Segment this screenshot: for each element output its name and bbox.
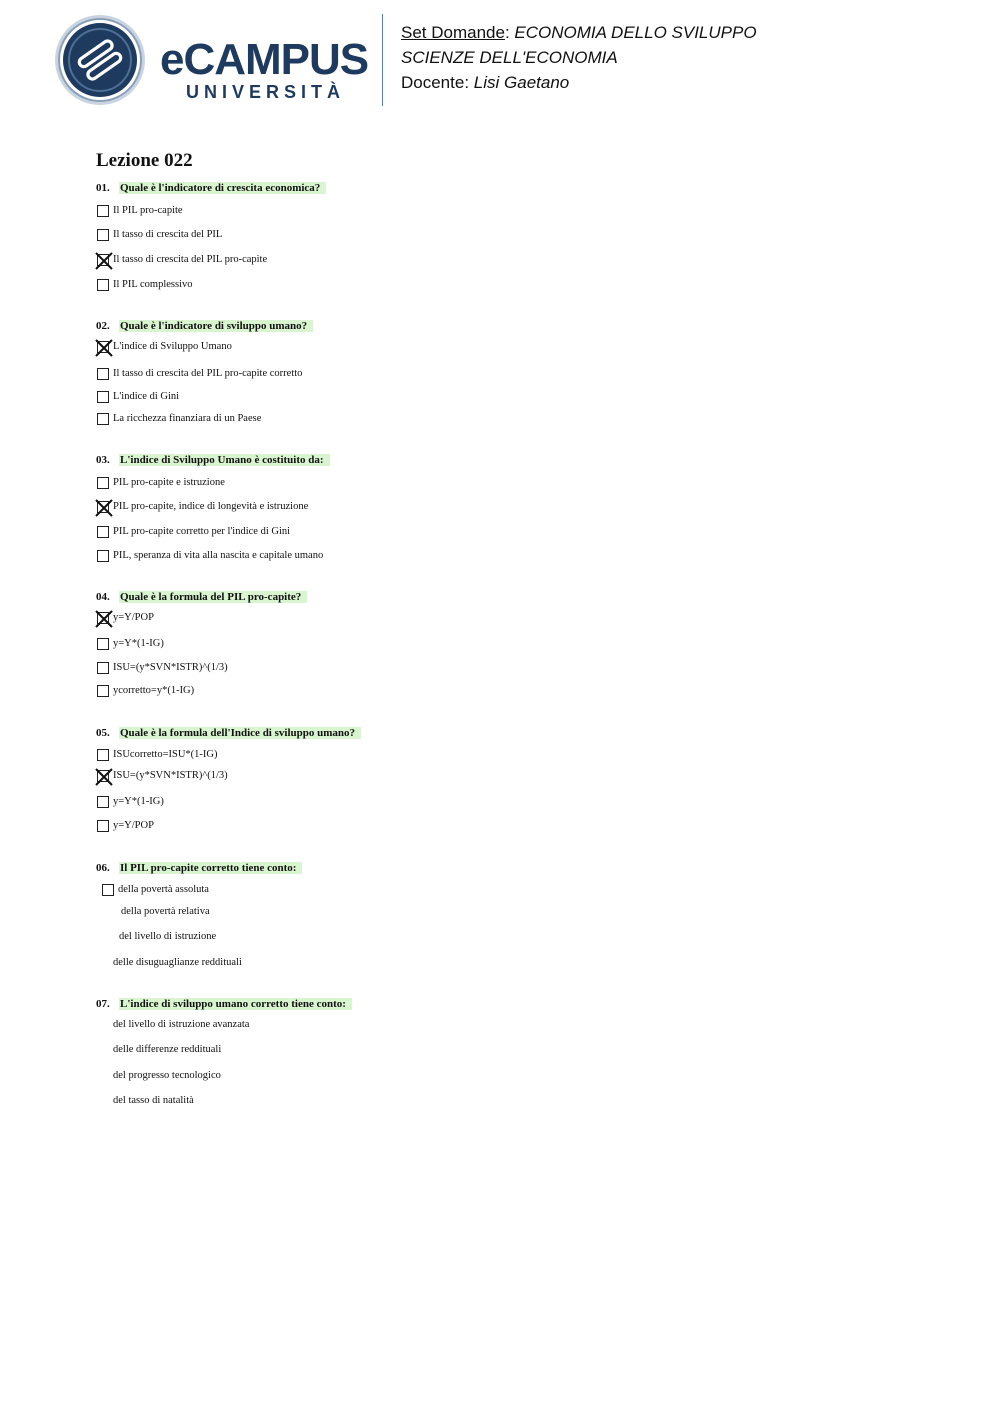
checkbox[interactable]: [97, 749, 109, 761]
answer-option-label[interactable]: ISU=(y*SVN*ISTR)^(1/3): [113, 770, 228, 781]
question-4: [96, 590, 307, 604]
answer-option-label[interactable]: ycorretto=y*(1-IG): [113, 685, 195, 696]
checkbox[interactable]: [97, 526, 109, 538]
set-domande-line: Set Domande: ECONOMIA DELLO SVILUPPO: [401, 23, 757, 42]
question-7: [96, 997, 352, 1011]
answer-option-label[interactable]: Il PIL pro-capite: [113, 205, 183, 216]
checkbox[interactable]: [97, 229, 109, 241]
answer-option-label[interactable]: PIL pro-capite, indice di longevità e istruzione: [113, 501, 309, 512]
answer-option-label[interactable]: ISUcorretto=ISU*(1-IG): [113, 749, 218, 760]
docente-line: [401, 70, 757, 95]
checkbox[interactable]: [102, 884, 114, 896]
answer-option-label: del progresso tecnologico: [113, 1070, 221, 1081]
answer-option-label: delle differenze reddituali: [113, 1044, 222, 1055]
lesson-title: Lezione 022: [96, 150, 193, 171]
checkbox[interactable]: [97, 820, 109, 832]
page-header: [0, 0, 1000, 120]
docente-name: Lisi Gaetano: [473, 73, 570, 92]
checked-checkbox[interactable]: [97, 341, 109, 353]
checkbox[interactable]: [97, 205, 109, 217]
checkbox[interactable]: [97, 662, 109, 674]
checked-checkbox[interactable]: [97, 501, 109, 513]
checked-checkbox[interactable]: [97, 254, 109, 266]
question-1: [96, 181, 326, 195]
answer-option-label[interactable]: y=Y*(1-IG): [113, 638, 164, 649]
question-3: [96, 453, 330, 467]
answer-option-label[interactable]: PIL, speranza di vita alla nascita e capitale umano: [113, 550, 324, 561]
question-text: Il PIL pro-capite corretto tiene conto:: [119, 862, 302, 874]
answer-option-label: del tasso di natalità: [113, 1095, 194, 1106]
answer-option-label[interactable]: y=Y*(1-IG): [113, 796, 164, 807]
answer-option-label[interactable]: Il tasso di crescita del PIL pro-capite corretto: [113, 368, 303, 379]
question-6: [96, 861, 302, 875]
answer-option-label[interactable]: PIL pro-capite corretto per l'indice di Gini: [113, 526, 291, 537]
question-number: 07.: [96, 998, 110, 1010]
question-number: 02.: [96, 320, 110, 332]
answer-option-label[interactable]: La ricchezza finanziara di un Paese: [113, 413, 262, 424]
universita-wordmark-text: UNIVERSITÀ: [186, 82, 346, 102]
answer-option-label: della povertà relativa: [121, 906, 210, 917]
question-text: Quale è la formula dell'Indice di sviluppo umano?: [119, 727, 361, 739]
question-number: 03.: [96, 454, 110, 466]
checkbox[interactable]: [97, 550, 109, 562]
set-domande-label: Set Domande: [401, 23, 505, 42]
ecampus-seal-logo: [54, 14, 146, 106]
course-name: ECONOMIA DELLO SVILUPPO: [514, 23, 757, 42]
question-number: 04.: [96, 591, 110, 603]
answer-option-label[interactable]: Il PIL complessivo: [113, 279, 193, 290]
answer-option-label[interactable]: Il tasso di crescita del PIL pro-capite: [113, 254, 268, 265]
question-text: Quale è l'indicatore di sviluppo umano?: [119, 320, 313, 332]
header-divider: [382, 14, 383, 106]
answer-option-label[interactable]: PIL pro-capite e istruzione: [113, 477, 225, 488]
header-info: [401, 20, 757, 95]
answer-option-label[interactable]: L'indice di Sviluppo Umano: [113, 341, 232, 352]
answer-option-label: del livello di istruzione: [119, 931, 217, 942]
checkbox[interactable]: [97, 685, 109, 697]
question-number: 05.: [96, 727, 110, 739]
checkbox[interactable]: [97, 279, 109, 291]
question-number: 01.: [96, 182, 110, 194]
checkbox[interactable]: [97, 477, 109, 489]
checked-checkbox[interactable]: [97, 612, 109, 624]
question-text: Quale è la formula del PIL pro-capite?: [119, 591, 307, 603]
question-number: 06.: [96, 862, 110, 874]
question-2: [96, 319, 313, 333]
checkbox[interactable]: [97, 413, 109, 425]
answer-option-label: delle disuguaglianze reddituali: [113, 957, 242, 968]
answer-option-label[interactable]: Il tasso di crescita del PIL: [113, 229, 223, 240]
ecampus-wordmark-text: eCAMPUS: [160, 35, 369, 84]
question-text: Quale è l'indicatore di crescita economica?: [119, 182, 326, 194]
answer-option-label[interactable]: L'indice di Gini: [113, 391, 180, 402]
department-name: SCIENZE DELL'ECONOMIA: [401, 48, 618, 67]
department-line: [401, 45, 757, 70]
question-text: L'indice di Sviluppo Umano è costituito da:: [119, 454, 330, 466]
answer-option-label[interactable]: ISU=(y*SVN*ISTR)^(1/3): [113, 662, 228, 673]
ecampus-wordmark: [160, 35, 370, 108]
checked-checkbox[interactable]: [97, 770, 109, 782]
checkbox[interactable]: [97, 638, 109, 650]
question-5: [96, 726, 361, 740]
checkbox[interactable]: [97, 368, 109, 380]
checkbox[interactable]: [97, 796, 109, 808]
answer-option-label[interactable]: della povertà assoluta: [118, 884, 209, 895]
docente-label: Docente:: [401, 73, 470, 92]
answer-option-label[interactable]: y=Y/POP: [113, 612, 154, 623]
checkbox[interactable]: [97, 391, 109, 403]
question-text: L'indice di sviluppo umano corretto tiene conto:: [119, 998, 352, 1010]
answer-option-label[interactable]: y=Y/POP: [113, 820, 154, 831]
answer-option-label: del livello di istruzione avanzata: [113, 1019, 250, 1030]
